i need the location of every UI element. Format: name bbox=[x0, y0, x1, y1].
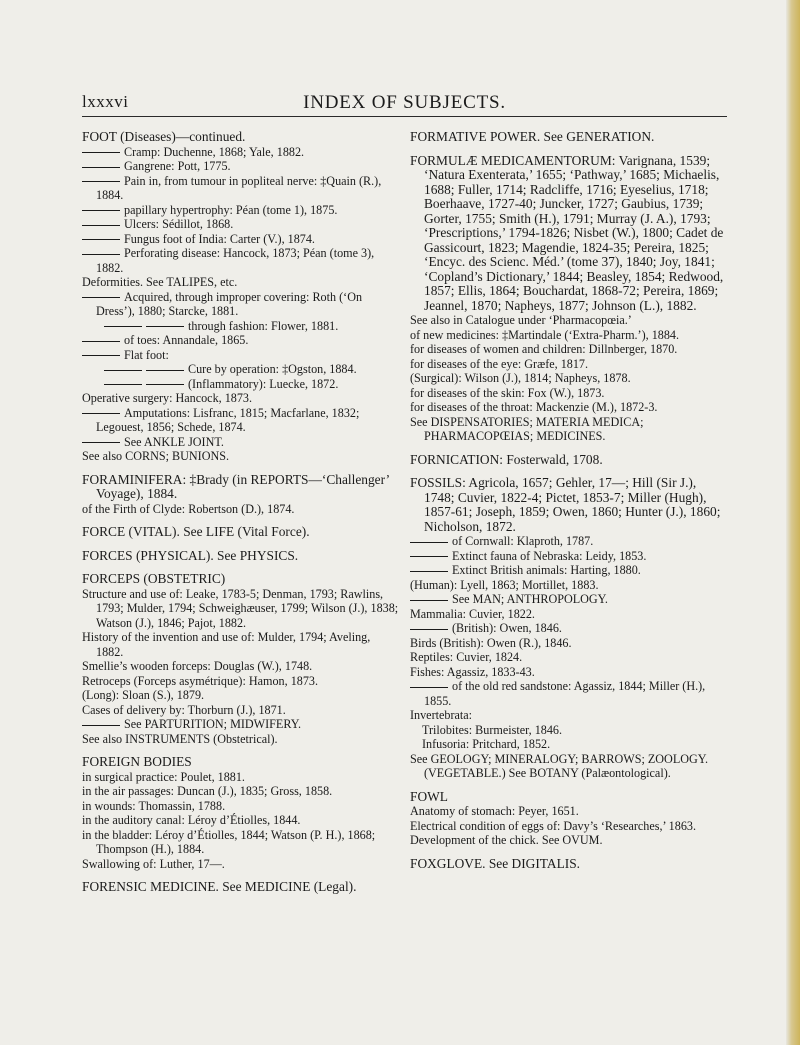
index-entry bbox=[410, 415, 730, 444]
entry-text: Invertebrata: bbox=[410, 708, 473, 722]
index-entry bbox=[82, 290, 400, 319]
index-entry bbox=[82, 348, 400, 363]
index-entry bbox=[410, 313, 730, 328]
entry-text: FORCEPS (OBSTETRIC) bbox=[82, 571, 226, 586]
ditto-dash bbox=[410, 600, 448, 601]
index-entry bbox=[82, 232, 400, 247]
ditto-dash bbox=[82, 167, 120, 168]
index-entry bbox=[82, 630, 400, 659]
index-entry bbox=[82, 717, 400, 732]
entry-text: Cramp: Duchenne, 1868; Yale, 1882. bbox=[124, 144, 305, 159]
ditto-dash bbox=[410, 629, 448, 630]
ditto-dash bbox=[104, 370, 142, 371]
index-heading bbox=[410, 130, 730, 145]
index-entry bbox=[410, 708, 730, 723]
index-heading bbox=[82, 473, 400, 502]
index-entry bbox=[82, 674, 400, 689]
entry-text: Fungus foot of India: Carter (V.), 1874. bbox=[124, 231, 315, 246]
entry-text: Pain in, from tumour in popliteal nerve: ‡Quain (R.), 1884. bbox=[96, 173, 382, 202]
index-subentry bbox=[82, 362, 400, 377]
entry-text: for diseases of women and children: Dillnberger, 1870. bbox=[410, 342, 678, 356]
entry-text: Infusoria: Pritchard, 1852. bbox=[422, 737, 551, 751]
index-heading bbox=[82, 130, 400, 145]
ditto-dash bbox=[82, 442, 120, 443]
entry-text: Electrical condition of eggs of: Davy’s ‘Researches,’ 1863. bbox=[410, 818, 696, 833]
entry-text: Gangrene: Pott, 1775. bbox=[124, 159, 231, 173]
entry-text: Flat foot: bbox=[124, 347, 169, 362]
index-entry bbox=[82, 828, 400, 857]
entry-text: Amputations: Lisfranc, 1815; Macfarlane, 1832; Legouest, 1856; Schede, 1874. bbox=[96, 405, 360, 434]
entry-text: Deformities. See TALIPES, etc. bbox=[82, 275, 238, 289]
entry-text: See MAN; ANTHROPOLOGY. bbox=[452, 592, 608, 606]
entry-text: FORNICATION: Fosterwald, 1708. bbox=[410, 451, 603, 467]
entry-text: in surgical practice: Poulet, 1881. bbox=[82, 769, 245, 784]
index-entry bbox=[410, 592, 730, 607]
entry-text: Cure by operation: ‡Ogston, 1884. bbox=[188, 362, 357, 376]
entry-text: in the auditory canal: Léroy d’Étiolles, 1844. bbox=[82, 813, 301, 827]
entry-text: FORMATIVE POWER. See GENERATION. bbox=[410, 129, 655, 144]
ditto-dash bbox=[146, 384, 184, 385]
index-entry bbox=[82, 391, 400, 406]
entry-text: See also CORNS; BUNIONS. bbox=[82, 449, 230, 463]
entry-text: Acquired, through improper covering: Roth (‘On Dress’), 1880; Starcke, 1881. bbox=[96, 289, 363, 318]
index-subentry bbox=[82, 377, 400, 392]
index-entry bbox=[410, 833, 730, 848]
index-entry bbox=[82, 732, 400, 747]
entry-text: Swallowing of: Luther, 17—. bbox=[82, 856, 225, 871]
index-entry bbox=[82, 145, 400, 160]
entry-text: Reptiles: Cuvier, 1824. bbox=[410, 650, 523, 664]
entry-text: for diseases of the eye: Græfe, 1817. bbox=[410, 356, 589, 371]
page-edge bbox=[786, 0, 800, 1045]
index-entry bbox=[410, 665, 730, 680]
index-entry bbox=[410, 563, 730, 578]
index-entry bbox=[82, 435, 400, 450]
ditto-dash bbox=[146, 326, 184, 327]
entry-text: FORMULÆ MEDICAMENTORUM: Varignana, 1539; ‘Natura Exenterata,’ 1655; ‘Pathway,’ 1685; Michaelis, 1688; Fuller, 1714; Radcliffe, 1716; Eyeselius, 1718; Boerhaave, 1727-40; Juncker, 1727; Gaubius, 1739; Gorter, 1755; Smith (H.), 1791; Murray (J. A.), 1793; ‘Prescriptions,’ 1794-1826; Nisbet (W.), 1800; Cadet de Gassicourt, 1823; Magendie, 1824-35; Pereira, 1825; ‘Encyc. des Scienc. Méd.’ (tome 37), 1840; Joy, 1841; ‘Copland’s Dictionary,’ 1844; Beasley, 1854; Redwood, 1857; Ellis, 1864; Bouchardat, 1868-72; Pereira, 1869; Jeannel, 1870; Napheys, 1877; Johnson (L.), 1882. bbox=[410, 152, 724, 313]
ditto-dash bbox=[146, 370, 184, 371]
index-entry bbox=[410, 386, 730, 401]
entry-text: Operative surgery: Hancock, 1873. bbox=[82, 391, 253, 405]
ditto-dash bbox=[410, 687, 448, 688]
entry-text: of the Firth of Clyde: Robertson (D.), 1874. bbox=[82, 501, 295, 516]
entry-text: Extinct British animals: Harting, 1880. bbox=[452, 563, 641, 577]
index-heading bbox=[82, 572, 400, 587]
index-heading bbox=[82, 525, 400, 540]
index-entry bbox=[82, 502, 400, 517]
entry-text: See PARTURITION; MIDWIFERY. bbox=[124, 717, 302, 731]
entry-text: FORCE (VITAL). See LIFE (Vital Force). bbox=[82, 524, 310, 539]
entry-text: FOREIGN BODIES bbox=[82, 754, 192, 769]
entry-text: Extinct fauna of Nebraska: Leidy, 1853. bbox=[452, 548, 647, 563]
entry-text: Ulcers: Sédillot, 1868. bbox=[124, 217, 234, 231]
index-entry bbox=[82, 333, 400, 348]
index-heading bbox=[410, 476, 730, 534]
index-subentry bbox=[82, 319, 400, 334]
index-heading bbox=[82, 549, 400, 564]
index-entry bbox=[82, 275, 400, 290]
index-entry bbox=[410, 342, 730, 357]
index-entry bbox=[82, 449, 400, 464]
left-column bbox=[82, 130, 400, 895]
index-entry bbox=[410, 328, 730, 343]
index-entry bbox=[82, 770, 400, 785]
index-heading bbox=[410, 857, 730, 872]
index-entry bbox=[82, 857, 400, 872]
index-heading bbox=[82, 755, 400, 770]
entry-text: FOWL bbox=[410, 788, 448, 804]
entry-text: of the old red sandstone: Agassiz, 1844; Miller (H.), 1855. bbox=[424, 679, 706, 708]
ditto-dash bbox=[82, 297, 120, 298]
page-number: lxxxvi bbox=[82, 92, 129, 111]
entry-text: FORAMINIFERA: ‡Brady (in REPORTS—‘Challenger’ Voyage), 1884. bbox=[82, 471, 390, 501]
entry-text: Anatomy of stomach: Peyer, 1651. bbox=[410, 804, 579, 818]
index-entry bbox=[410, 752, 730, 781]
index-entry bbox=[82, 217, 400, 232]
ditto-dash bbox=[410, 556, 448, 557]
entry-text: in the bladder: Léroy d’Étiolles, 1844; Watson (P. H.), 1868; Thompson (H.), 1884. bbox=[82, 827, 376, 856]
entry-text: in the air passages: Duncan (J.), 1835; Gross, 1858. bbox=[82, 784, 333, 798]
index-heading bbox=[410, 154, 730, 314]
running-title: INDEX OF SUBJECTS. bbox=[303, 92, 506, 113]
entry-text: FOXGLOVE. See DIGITALIS. bbox=[410, 855, 581, 871]
index-entry bbox=[82, 799, 400, 814]
ditto-dash bbox=[82, 254, 120, 255]
entry-text: (Surgical): Wilson (J.), 1814; Napheys, 1878. bbox=[410, 371, 631, 385]
index-subentry bbox=[410, 723, 730, 738]
ditto-dash bbox=[82, 341, 120, 342]
entry-text: Mammalia: Cuvier, 1822. bbox=[410, 606, 535, 621]
entry-text: FORENSIC MEDICINE. See MEDICINE (Legal). bbox=[82, 879, 357, 894]
index-entry bbox=[410, 400, 730, 415]
entry-text: History of the invention and use of: Mulder, 1794; Aveling, 1882. bbox=[82, 630, 371, 659]
entry-text: Cases of delivery by: Thorburn (J.), 1871. bbox=[82, 702, 286, 717]
entry-text: (Inflammatory): Luecke, 1872. bbox=[188, 376, 339, 391]
index-entry bbox=[410, 650, 730, 665]
entry-text: for diseases of the throat: Mackenzie (M.), 1872-3. bbox=[410, 400, 658, 414]
entry-text: Trilobites: Burmeister, 1846. bbox=[422, 722, 563, 737]
index-entry bbox=[410, 679, 730, 708]
ditto-dash bbox=[410, 571, 448, 572]
index-entry bbox=[82, 203, 400, 218]
index-entry bbox=[82, 659, 400, 674]
index-subentry bbox=[410, 737, 730, 752]
ditto-dash bbox=[82, 181, 120, 182]
index-entry bbox=[82, 813, 400, 828]
index-entry bbox=[82, 174, 400, 203]
entry-text: See GEOLOGY; MINERALOGY; BARROWS; ZOOLOGY. (VEGETABLE.) See BOTANY (Palæontological). bbox=[410, 751, 709, 780]
entry-text: of toes: Annandale, 1865. bbox=[124, 333, 249, 347]
entry-text: (Long): Sloan (S.), 1879. bbox=[82, 688, 205, 702]
entry-text: See ANKLE JOINT. bbox=[124, 434, 224, 449]
entry-text: Perforating disease: Hancock, 1873; Péan (tome 3), 1882. bbox=[96, 246, 375, 275]
ditto-dash bbox=[82, 355, 120, 356]
header-rule bbox=[82, 116, 727, 117]
ditto-dash bbox=[82, 210, 120, 211]
index-entry bbox=[410, 371, 730, 386]
ditto-dash bbox=[82, 413, 120, 414]
entry-text: (Human): Lyell, 1863; Mortillet, 1883. bbox=[410, 577, 599, 592]
index-entry bbox=[410, 357, 730, 372]
index-entry bbox=[82, 406, 400, 435]
entry-text: (British): Owen, 1846. bbox=[452, 621, 562, 635]
entry-text: FOOT (Diseases)—continued. bbox=[82, 129, 246, 144]
entry-text: Retroceps (Forceps asymétrique): Hamon, 1873. bbox=[82, 673, 319, 688]
index-entry bbox=[410, 549, 730, 564]
ditto-dash bbox=[82, 239, 120, 240]
index-entry bbox=[410, 621, 730, 636]
index-entry bbox=[82, 703, 400, 718]
ditto-dash bbox=[82, 225, 120, 226]
index-entry bbox=[410, 578, 730, 593]
index-entry bbox=[410, 819, 730, 834]
entry-text: Smellie’s wooden forceps: Douglas (W.), 1748. bbox=[82, 659, 313, 673]
index-entry bbox=[82, 587, 400, 631]
index-entry bbox=[82, 246, 400, 275]
entry-text: FORCES (PHYSICAL). See PHYSICS. bbox=[82, 547, 299, 563]
ditto-dash bbox=[410, 542, 448, 543]
entry-text: Development of the chick. See OVUM. bbox=[410, 833, 603, 847]
ditto-dash bbox=[82, 725, 120, 726]
ditto-dash bbox=[104, 326, 142, 327]
entry-text: See also in Catalogue under ‘Pharmacopœia.’ bbox=[410, 313, 632, 327]
index-entry bbox=[410, 636, 730, 651]
entry-text: of new medicines: ‡Martindale (‘Extra-Pharm.’), 1884. bbox=[410, 327, 680, 342]
index-heading bbox=[410, 453, 730, 468]
index-entry bbox=[82, 159, 400, 174]
index-entry bbox=[410, 607, 730, 622]
entry-text: of Cornwall: Klaproth, 1787. bbox=[452, 534, 594, 548]
page-header bbox=[82, 92, 727, 116]
entry-text: in wounds: Thomassin, 1788. bbox=[82, 798, 226, 813]
index-entry bbox=[410, 804, 730, 819]
entry-text: Birds (British): Owen (R.), 1846. bbox=[410, 635, 572, 650]
entry-text: papillary hypertrophy: Péan (tome 1), 1875. bbox=[124, 202, 338, 217]
index-heading bbox=[82, 880, 400, 895]
right-column bbox=[410, 130, 730, 871]
entry-text: through fashion: Flower, 1881. bbox=[188, 318, 339, 333]
entry-text: FOSSILS: Agricola, 1657; Gehler, 17—; Hill (Sir J.), 1748; Cuvier, 1822-4; Pictet, 1853-7; Miller (Hugh), 1857-61; Joseph, 1859; Owen, 1860; Hunter (J.), 1860; Nicholson, 1872. bbox=[410, 475, 721, 534]
entry-text: Fishes: Agassiz, 1833-43. bbox=[410, 664, 535, 679]
entry-text: See DISPENSATORIES; MATERIA MEDICA; PHARMACOPŒIAS; MEDICINES. bbox=[410, 414, 644, 443]
entry-text: See also INSTRUMENTS (Obstetrical). bbox=[82, 731, 278, 746]
ditto-dash bbox=[104, 384, 142, 385]
index-entry bbox=[82, 688, 400, 703]
entry-text: for diseases of the skin: Fox (W.), 1873. bbox=[410, 385, 605, 400]
ditto-dash bbox=[82, 152, 120, 153]
entry-text: Structure and use of: Leake, 1783-5; Denman, 1793; Rawlins, 1793; Mulder, 1794; Schweighæuser, 1799; Wilson (J.), 1838; Watson (J.), 1846; Pajot, 1882. bbox=[82, 586, 399, 630]
index-heading bbox=[410, 790, 730, 805]
index-entry bbox=[410, 534, 730, 549]
index-entry bbox=[82, 784, 400, 799]
